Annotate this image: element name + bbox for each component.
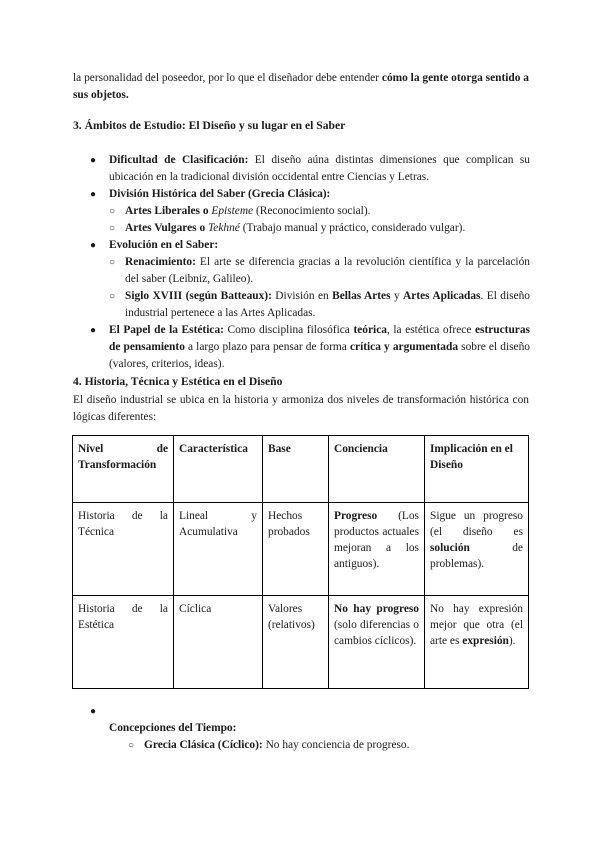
table-row — [73, 596, 529, 689]
table-header-row — [73, 436, 529, 503]
table-row — [73, 503, 529, 596]
circle-bullet-icon: ○ — [109, 206, 116, 217]
cell-base: Hechos probados — [263, 503, 329, 596]
transformation-table — [72, 435, 529, 689]
cell-nivel: Historia de la Estética — [73, 596, 174, 689]
bullet-icon: ● — [90, 240, 97, 251]
circle-bullet-icon: ○ — [109, 257, 116, 268]
list-item-evolucion: ● Evolución en el Saber: — [90, 237, 530, 254]
section-4-heading: 4. Historia, Técnica y Estética en el Diseño — [73, 375, 283, 388]
section-4-intro: El diseño industrial se ubica en la historia y armoniza dos niveles de transformación histórica con lógicas diferentes: — [73, 394, 529, 423]
cell-caracteristica: Cíclica — [174, 596, 263, 689]
cell-conciencia: Progreso (Los productos actuales mejoran a los antiguos). — [329, 503, 425, 596]
sub-item-renacimiento: ○ Renacimiento: El arte se diferencia gracias a la revolución científica y la parcelación del saber (Leibniz, Galileo). — [109, 256, 530, 285]
list-item-division-historica: ● División Histórica del Saber (Grecia Clásica): — [90, 186, 530, 203]
sub-item-siglo-xviii: ○ Siglo XVIII (según Batteaux): División en Bellas Artes y Artes Aplicadas. El diseño industrial pertenece a las Artes Aplicadas. — [109, 290, 530, 319]
sublist-division — [109, 203, 530, 237]
sub-item-artes-vulgares: ○ Artes Vulgares o Tekhné (Trabajo manual y práctico, considerado vulgar). — [109, 220, 530, 237]
empty-bullet-icon: ● — [90, 706, 97, 717]
header-nivel: Nivel de Transformación — [73, 436, 174, 503]
sub-item-artes-liberales: ○ Artes Liberales o Episteme (Reconocimiento social). — [109, 203, 530, 220]
cell-nivel: Historia de la Técnica — [73, 503, 174, 596]
header-implicacion: Implicación en el Diseño — [425, 436, 529, 503]
header-conciencia: Conciencia — [329, 436, 425, 503]
section-3-heading: 3. Ámbitos de Estudio: El Diseño y su lugar en el Saber — [73, 119, 346, 132]
header-base: Base — [263, 436, 329, 503]
sub-item-grecia-clasica: ○ Grecia Clásica (Cíclico): No hay conciencia de progreso. — [128, 737, 529, 754]
cell-caracteristica: Lineal y Acumulativa — [174, 503, 263, 596]
concepciones-block — [109, 720, 529, 754]
bullet-icon: ● — [90, 189, 97, 200]
bullet-icon: ● — [90, 325, 97, 336]
cell-implicacion: Sigue un progreso (el diseño es solución de problemas). — [425, 503, 529, 596]
sublist-evolucion — [109, 254, 530, 322]
cell-base: Valores (relativos) — [263, 596, 329, 689]
section-3-list — [90, 152, 530, 373]
list-item-estetica: ● El Papel de la Estética: Como disciplina filosófica teórica, la estética ofrece estructuras de pensamiento a largo plazo para pensar de forma crítica y argumentada sobre el diseño (valores, criterios, ideas). — [90, 324, 530, 370]
bullet-icon: ● — [90, 155, 97, 166]
list-item-clasificacion: ● Dificultad de Clasificación: El diseño aúna distintas dimensiones que complican su ubicación en la tradicional división occidental entre Ciencias y Letras. — [90, 154, 530, 183]
cell-implicacion: No hay expresión mejor que otra (el arte es expresión). — [425, 596, 529, 689]
circle-bullet-icon: ○ — [109, 223, 116, 234]
cell-conciencia: No hay progreso (solo diferencias o cambios cíclicos). — [329, 596, 425, 689]
header-caracteristica: Característica — [174, 436, 263, 503]
circle-bullet-icon: ○ — [109, 291, 116, 302]
concepciones-title: Concepciones del Tiempo: — [109, 722, 237, 734]
circle-bullet-icon: ○ — [128, 740, 135, 751]
intro-paragraph: la personalidad del poseedor, por lo que el diseñador debe entender cómo la gente otorga sentido a sus objetos. — [73, 72, 529, 101]
